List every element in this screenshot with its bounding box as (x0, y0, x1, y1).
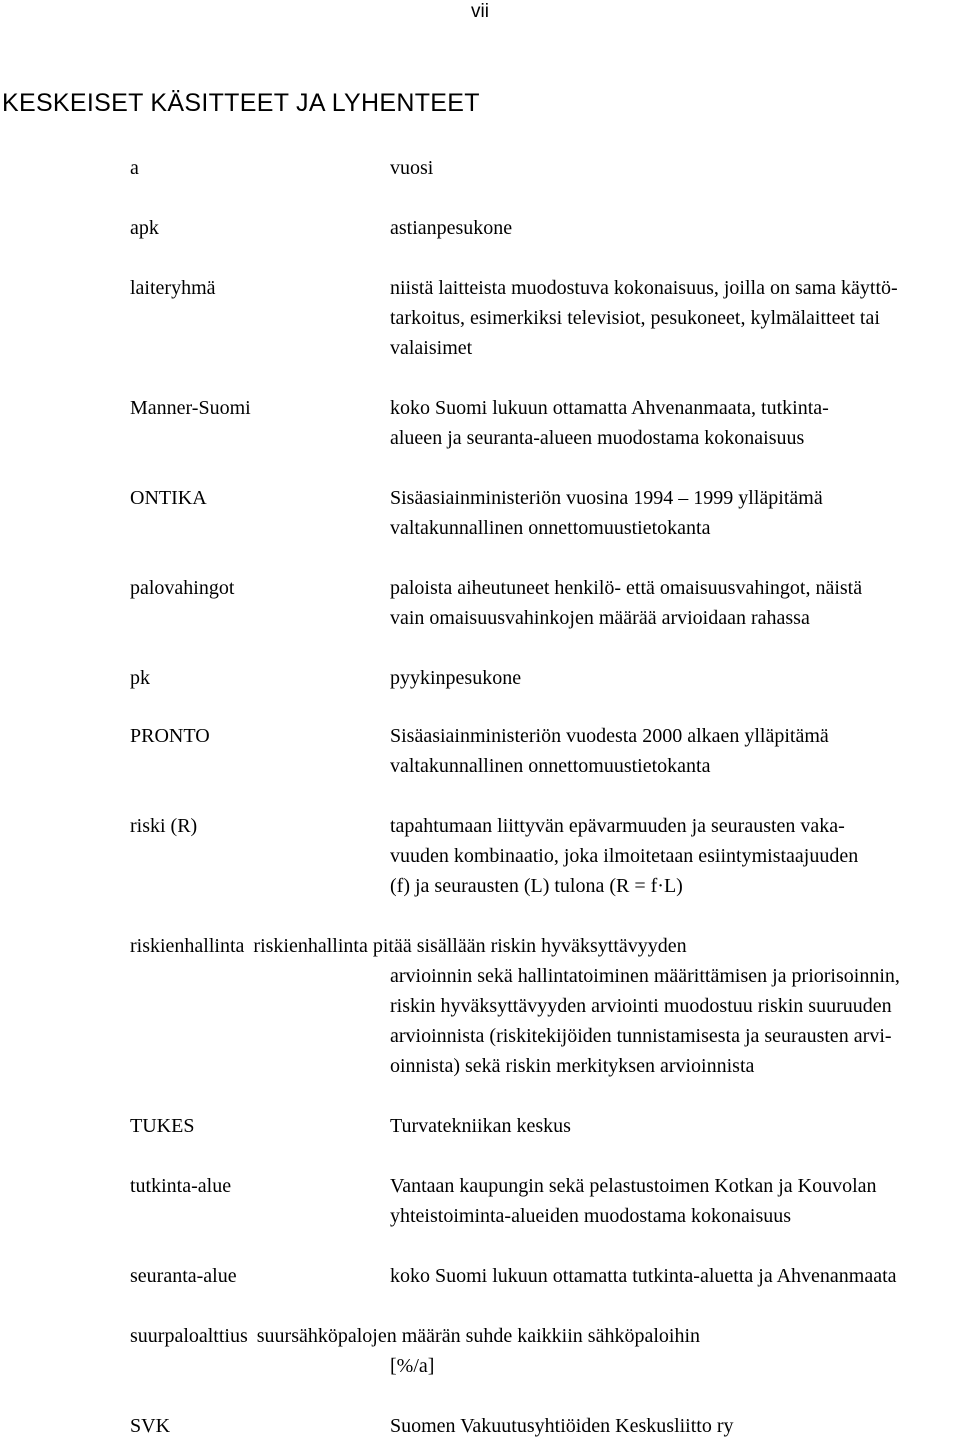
definition-line: valtakunnallinen onnettomuustietokanta (390, 755, 711, 777)
definition-line: riskin hyväksyttävyyden arviointi muodostuu riskin suuruuden (390, 995, 892, 1017)
definition-line: arvioinnin sekä hallintatoiminen määrittämisen ja priorisoinnin, (390, 965, 900, 987)
glossary-term: riski (R) (130, 815, 198, 837)
definition-line: vuuden kombinaatio, joka ilmoitetaan esiintymistaajuuden (390, 845, 859, 867)
glossary-definition (390, 1111, 960, 1141)
glossary-term: tutkinta-alue (130, 1175, 232, 1197)
definition-line: valaisimet (390, 337, 473, 359)
page-title: KESKEISET KÄSITTEET JA LYHENTEET (2, 89, 480, 117)
glossary-term: laiteryhmä (130, 277, 216, 299)
glossary-definition (390, 721, 960, 781)
definition-line: niistä laitteista muodostuva kokonaisuus, joilla on sama käyttö- (390, 277, 898, 299)
glossary-definition (390, 273, 960, 363)
definition-line: tarkoitus, esimerkiksi televisiot, pesukoneet, kylmälaitteet tai (390, 307, 880, 329)
glossary-definition (390, 1411, 960, 1441)
definition-line: suursähköpalojen määrän suhde kaikkiin sähköpaloihin (256, 1325, 700, 1347)
glossary-term: riskienhallinta (130, 935, 245, 957)
glossary-term: Manner-Suomi (130, 397, 251, 419)
glossary-definition (390, 213, 960, 243)
glossary-term: apk (130, 217, 159, 239)
definition-line: alueen ja seuranta-alueen muodostama kokonaisuus (390, 427, 805, 449)
glossary-definition (390, 961, 960, 1081)
definition-line: [%/a] (390, 1355, 435, 1377)
definition-line: yhteistoiminta-alueiden muodostama kokonaisuus (390, 1205, 792, 1227)
definition-line: tapahtumaan liittyvän epävarmuuden ja seurausten vaka- (390, 815, 845, 837)
glossary-term: a (130, 157, 139, 179)
definition-line: astianpesukone (390, 217, 513, 239)
definition-line: paloista aiheutuneet henkilö- että omaisuusvahingot, näistä (390, 577, 863, 599)
glossary-definition (390, 483, 960, 543)
definition-line: oinnista) sekä riskin merkityksen arvioinnista (390, 1055, 755, 1077)
definition-line: Sisäasiainministeriön vuosina 1994 – 1999 ylläpitämä (390, 487, 823, 509)
definition-line: koko Suomi lukuun ottamatta tutkinta-aluetta ja Ahvenanmaata (390, 1265, 897, 1287)
definition-line: vuosi (390, 157, 434, 179)
glossary-inline-row (130, 931, 687, 961)
glossary-term: TUKES (130, 1115, 195, 1137)
glossary-term: PRONTO (130, 725, 210, 747)
glossary-definition (390, 573, 960, 633)
definition-line: riskienhallinta pitää sisällään riskin hyväksyttävyyden (253, 935, 687, 957)
definition-line: valtakunnallinen onnettomuustietokanta (390, 517, 711, 539)
definition-line: Sisäasiainministeriön vuodesta 2000 alkaen ylläpitämä (390, 725, 829, 747)
glossary-term: palovahingot (130, 577, 235, 599)
glossary-inline-row (130, 1321, 700, 1351)
definition-line: Suomen Vakuutusyhtiöiden Keskusliitto ry (390, 1415, 734, 1437)
definition-line: arvioinnista (riskitekijöiden tunnistamisesta ja seurausten arvi- (390, 1025, 892, 1047)
definition-line: Vantaan kaupungin sekä pelastustoimen Kotkan ja Kouvolan (390, 1175, 877, 1197)
glossary-term: ONTIKA (130, 487, 207, 509)
glossary-term: suurpaloalttius (130, 1325, 248, 1347)
glossary-definition (390, 153, 960, 183)
definition-line: koko Suomi lukuun ottamatta Ahvenanmaata, tutkinta- (390, 397, 829, 419)
glossary-term: pk (130, 667, 150, 689)
definition-line: (f) ja seurausten (L) tulona (R = f·L) (390, 875, 683, 897)
glossary-definition (390, 393, 960, 453)
definition-line: Turvatekniikan keskus (390, 1115, 571, 1137)
glossary-definition (390, 1261, 960, 1291)
glossary-term: seuranta-alue (130, 1265, 237, 1287)
definition-line: vain omaisuusvahinkojen määrää arvioidaan rahassa (390, 607, 810, 629)
definition-line: pyykinpesukone (390, 667, 522, 689)
glossary-definition (390, 663, 960, 693)
glossary-definition (390, 1171, 960, 1231)
glossary-definition (390, 1351, 960, 1381)
glossary-term: SVK (130, 1415, 171, 1437)
page-number: vii (471, 1, 489, 22)
glossary-definition (390, 811, 960, 901)
